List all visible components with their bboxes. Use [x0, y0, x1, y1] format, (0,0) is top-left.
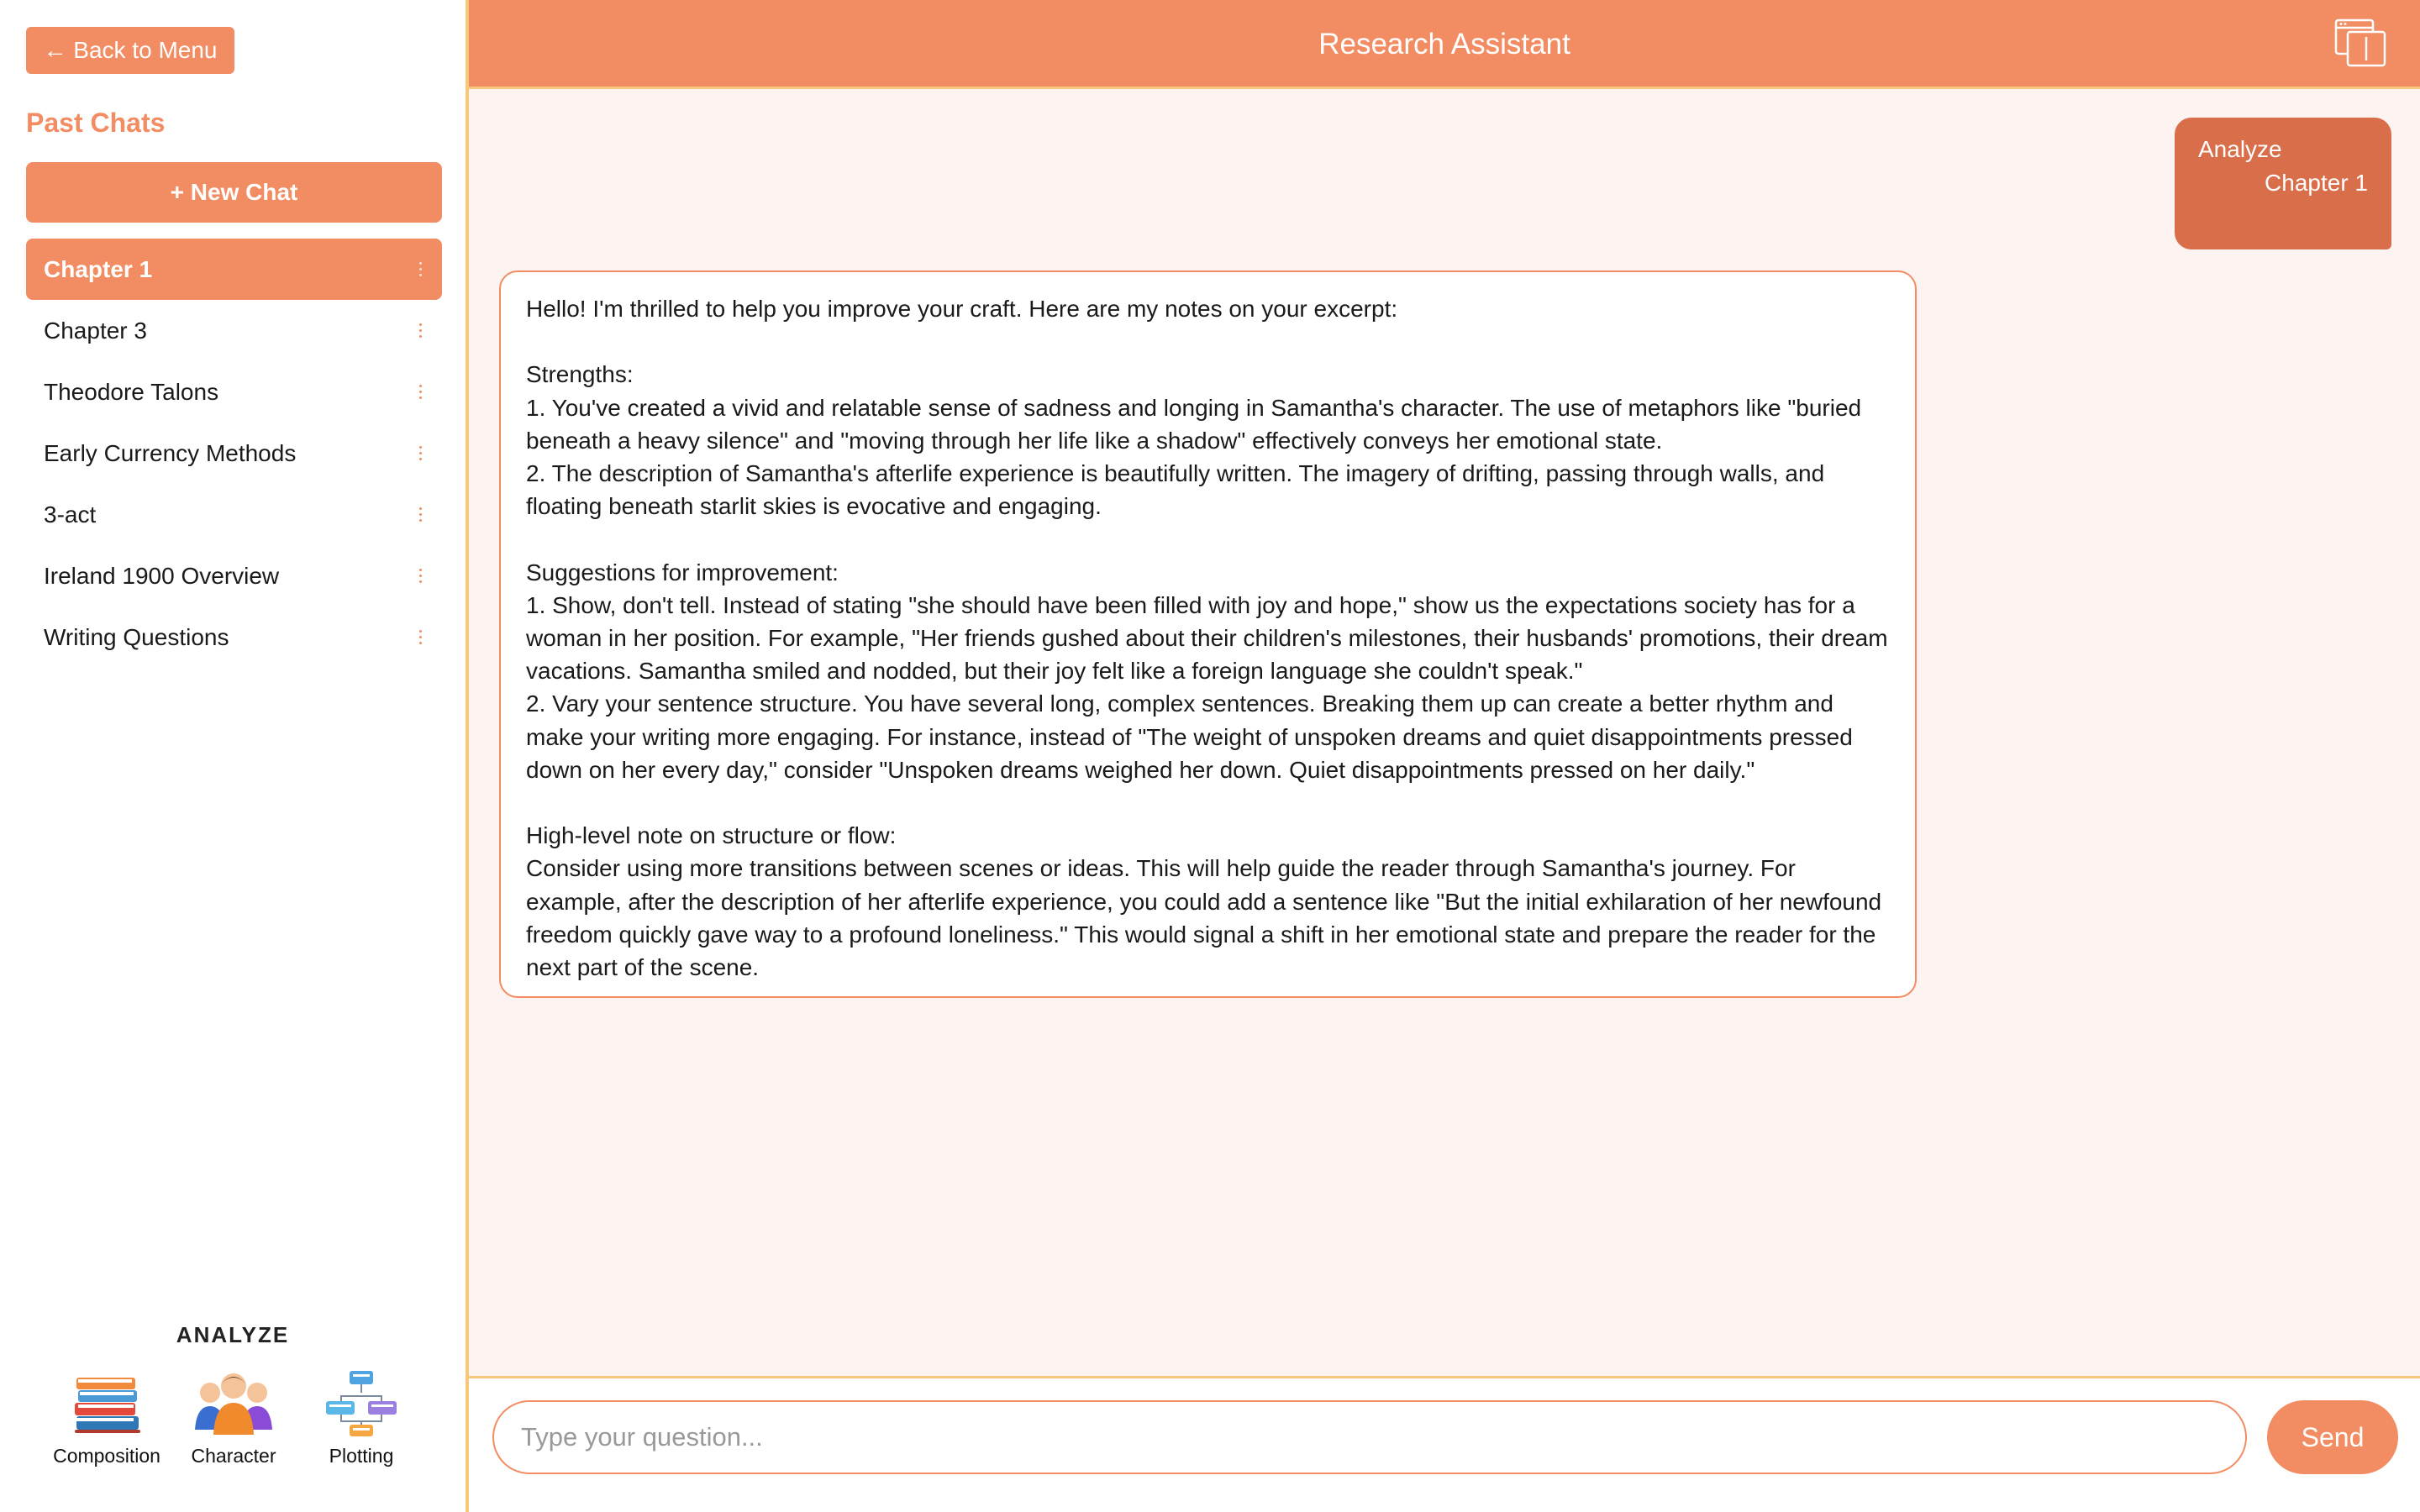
chat-item-label: 3-act	[44, 501, 97, 528]
user-message-line2: Chapter 1	[2265, 170, 2368, 196]
plotting-label: Plotting	[329, 1445, 394, 1467]
chat-list	[26, 239, 442, 668]
flowchart-icon	[323, 1368, 400, 1438]
back-to-menu-button[interactable]: ← Back to Menu	[26, 27, 234, 74]
chat-item-ireland-1900-overview[interactable]	[26, 545, 442, 606]
question-input[interactable]	[492, 1400, 2247, 1474]
chat-area	[469, 89, 2420, 1378]
analyze-title: ANALYZE	[176, 1322, 290, 1347]
strength-item: 2. The description of Samantha's afterlife experience is beautifully written. The imagery of drifting, passing through walls, and floating beneath starlit skies is evocative and engaging.	[526, 460, 1825, 520]
chat-item-label: Theodore Talons	[44, 379, 219, 405]
user-message	[2175, 118, 2391, 249]
plotting-tool-button[interactable]	[294, 1368, 429, 1467]
chat-item-label: Chapter 1	[44, 256, 153, 282]
user-message-line1: Analyze	[2198, 136, 2282, 162]
chat-item-label: Writing Questions	[44, 624, 229, 650]
structure-heading: High-level note on structure or flow:	[526, 822, 897, 849]
suggestions-heading: Suggestions for improvement:	[526, 559, 839, 585]
send-button[interactable]: Send	[2267, 1400, 2398, 1474]
character-label: Character	[191, 1445, 276, 1467]
assistant-intro: Hello! I'm thrilled to help you improve your craft. Here are my notes on your excerpt:	[526, 296, 1398, 322]
people-icon	[193, 1368, 274, 1438]
new-chat-button[interactable]: + New Chat	[26, 162, 442, 223]
past-chats-title: Past Chats	[26, 108, 166, 138]
composition-tool-button[interactable]	[39, 1368, 174, 1467]
chat-item-writing-questions[interactable]	[26, 606, 442, 668]
character-tool-button[interactable]	[166, 1368, 301, 1467]
chat-item-label: Early Currency Methods	[44, 440, 297, 466]
structure-note: Consider using more transitions between scenes or ideas. This will help guide the reader through Samantha's journey. For example, after the description of her afterlife experience, you could add a sentence like "But the initial exhilaration of her newfound freedom quickly gave way to a profound loneliness." This would signal a shift in her emotional state and prepare the reader for the next part of the scene.	[526, 855, 1882, 981]
composition-label: Composition	[53, 1445, 160, 1467]
chat-item-early-currency-methods[interactable]	[26, 423, 442, 484]
page-title: Research Assistant	[1318, 28, 1570, 60]
suggestion-item: 1. Show, don't tell. Instead of stating "she should have been filled with joy and hope," show us the expectations society has for a woman in her position. For example, "Her friends gushed about their children's milestones, their husbands' promotions, their dream vacations. Samantha smiled and nodded, but their joy felt like a foreign language she couldn't speak."	[526, 591, 1888, 685]
more-options-icon[interactable]	[415, 361, 425, 423]
chat-item-label: Chapter 3	[44, 318, 147, 344]
chat-item-chapter-1[interactable]	[26, 239, 442, 300]
more-options-icon[interactable]	[415, 606, 425, 668]
assistant-message	[499, 270, 1917, 998]
suggestion-item: 2. Vary your sentence structure. You have several long, complex sentences. Breaking them up can create a better rhythm and make your writing more engaging. For instance, instead of "The weight of unspoken dreams and quiet disappointments pressed down on her every day," consider "Unspoken dreams weighed her down. Quiet disappointments pressed on her daily."	[526, 690, 1853, 783]
more-options-icon[interactable]	[415, 484, 425, 545]
header	[469, 0, 2420, 89]
sidebar	[0, 0, 469, 1512]
chat-item-label: Ireland 1900 Overview	[44, 563, 280, 589]
input-bar	[469, 1378, 2420, 1512]
more-options-icon[interactable]	[415, 239, 425, 300]
more-options-icon[interactable]	[415, 423, 425, 484]
books-icon	[70, 1368, 144, 1438]
chat-item-theodore-talons[interactable]	[26, 361, 442, 423]
more-options-icon[interactable]	[415, 300, 425, 361]
chat-item-chapter-3[interactable]	[26, 300, 442, 361]
split-view-icon[interactable]	[2334, 18, 2386, 67]
strengths-heading: Strengths:	[526, 361, 634, 388]
more-options-icon[interactable]	[415, 545, 425, 606]
strength-item: 1. You've created a vivid and relatable sense of sadness and longing in Samantha's character. The use of metaphors like "buried beneath a heavy silence" and "moving through her life like a shadow" effectively conveys her emotional state.	[526, 394, 1862, 454]
chat-item-3-act[interactable]	[26, 484, 442, 545]
